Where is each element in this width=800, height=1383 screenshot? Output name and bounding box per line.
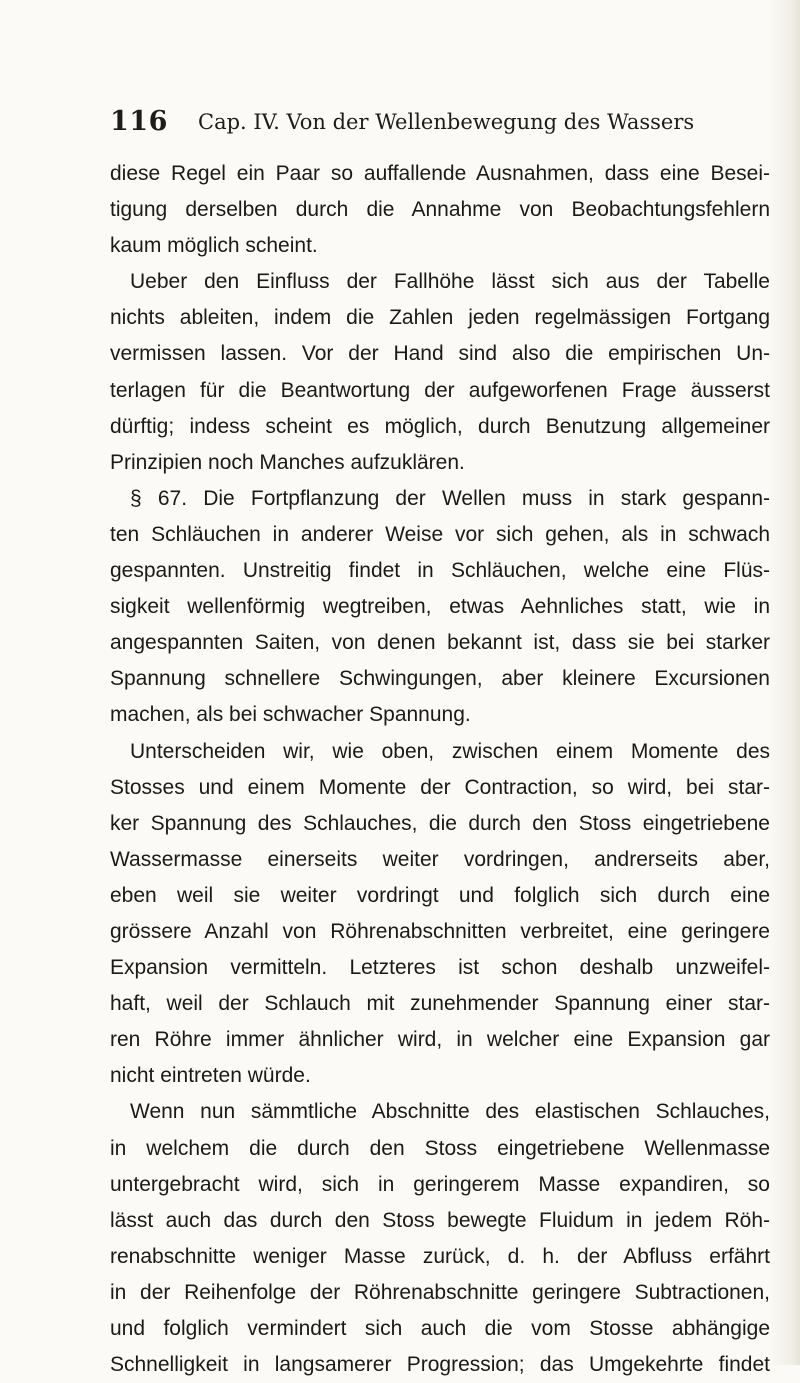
text-line: machen, als bei schwacher Spannung. [110, 703, 471, 727]
text-line: Wenn nun sämmtliche Abschnitte des elastischen Schlauches, [130, 1100, 770, 1124]
text-line: Ueber den Einfluss der Fallhöhe lässt sich aus der Tabelle [130, 270, 770, 294]
text-line: gespannten. Unstreitig findet in Schläuchen, welche eine Flüs- [110, 559, 770, 583]
text-line: lässt auch das durch den Stoss bewegte Fluidum in jedem Röh- [110, 1208, 770, 1232]
text-line: nichts ableiten, indem die Zahlen jeden regelmässigen Fortgang [110, 306, 770, 330]
text-line: ker Spannung des Schlauches, die durch den Stoss eingetriebene [110, 811, 770, 835]
text-line: Expansion vermitteln. Letzteres ist schon deshalb unzweifel- [110, 956, 770, 980]
text-line: renabschnitte weniger Masse zurück, d. h. der Abfluss erfährt [110, 1244, 770, 1268]
text-line: diese Regel ein Paar so auffallende Ausnahmen, dass eine Besei- [110, 162, 770, 185]
page-number: 116 [110, 106, 168, 137]
running-head: Cap. IV. Von der Wellenbewegung des Wassers [198, 110, 695, 134]
text-line: grössere Anzahl von Röhrenabschnitten verbreitet, eine geringere [110, 919, 770, 943]
text-line: ten Schläuchen in anderer Weise vor sich gehen, als in schwach [110, 522, 770, 546]
text-line: in welchem die durch den Stoss eingetriebene Wellenmasse [110, 1136, 770, 1160]
text-line: eben weil sie weiter vordringt und folglich sich durch eine [110, 883, 770, 907]
text-line: Unterscheiden wir, wie oben, zwischen einem Momente des [130, 739, 770, 763]
page-header [110, 106, 770, 146]
text-line: nicht eintreten würde. [110, 1064, 311, 1088]
text-line: kaum möglich scheint. [110, 234, 318, 258]
text-line: angespannten Saiten, von denen bekannt ist, dass sie bei starker [110, 631, 770, 655]
text-line: Prinzipien noch Manches aufzuklären. [110, 450, 465, 474]
text-line: und folglich vermindert sich auch die vom Stosse abhängige [110, 1317, 770, 1340]
text-line: sigkeit wellenförmig wegtreiben, etwas Aehnliches statt, wie in [110, 595, 770, 619]
text-line: haft, weil der Schlauch mit zunehmender Spannung einer star- [110, 992, 770, 1016]
text-line: in der Reihenfolge der Röhrenabschnitte geringere Subtractionen, [110, 1280, 770, 1304]
text-line: Wassermasse einerseits weiter vordringen, andrerseits aber, [110, 847, 770, 871]
text-line: terlagen für die Beantwortung der aufgeworfenen Frage äusserst [110, 378, 770, 402]
body-text [110, 156, 770, 1383]
text-line: ren Röhre immer ähnlicher wird, in welcher eine Expansion gar [110, 1028, 770, 1052]
text-line: Schnelligkeit in langsamerer Progression; das Umgekehrte findet [110, 1353, 770, 1377]
text-line: dürftig; indess scheint es möglich, durch Benutzung allgemeiner [110, 414, 770, 438]
text-line: Stosses und einem Momente der Contraction, so wird, bei star- [110, 775, 770, 799]
text-line: Spannung schnellere Schwingungen, aber kleinere Excursionen [110, 667, 770, 691]
text-line: tigung derselben durch die Annahme von Beobachtungsfehlern [110, 198, 770, 222]
text-line: vermissen lassen. Vor der Hand sind also die empirischen Un- [110, 342, 770, 366]
section-heading-line: § 67. Die Fortpflanzung der Wellen muss in stark gespann- [130, 486, 770, 510]
text-line: untergebracht wird, sich in geringerem Masse expandiren, so [110, 1172, 770, 1196]
